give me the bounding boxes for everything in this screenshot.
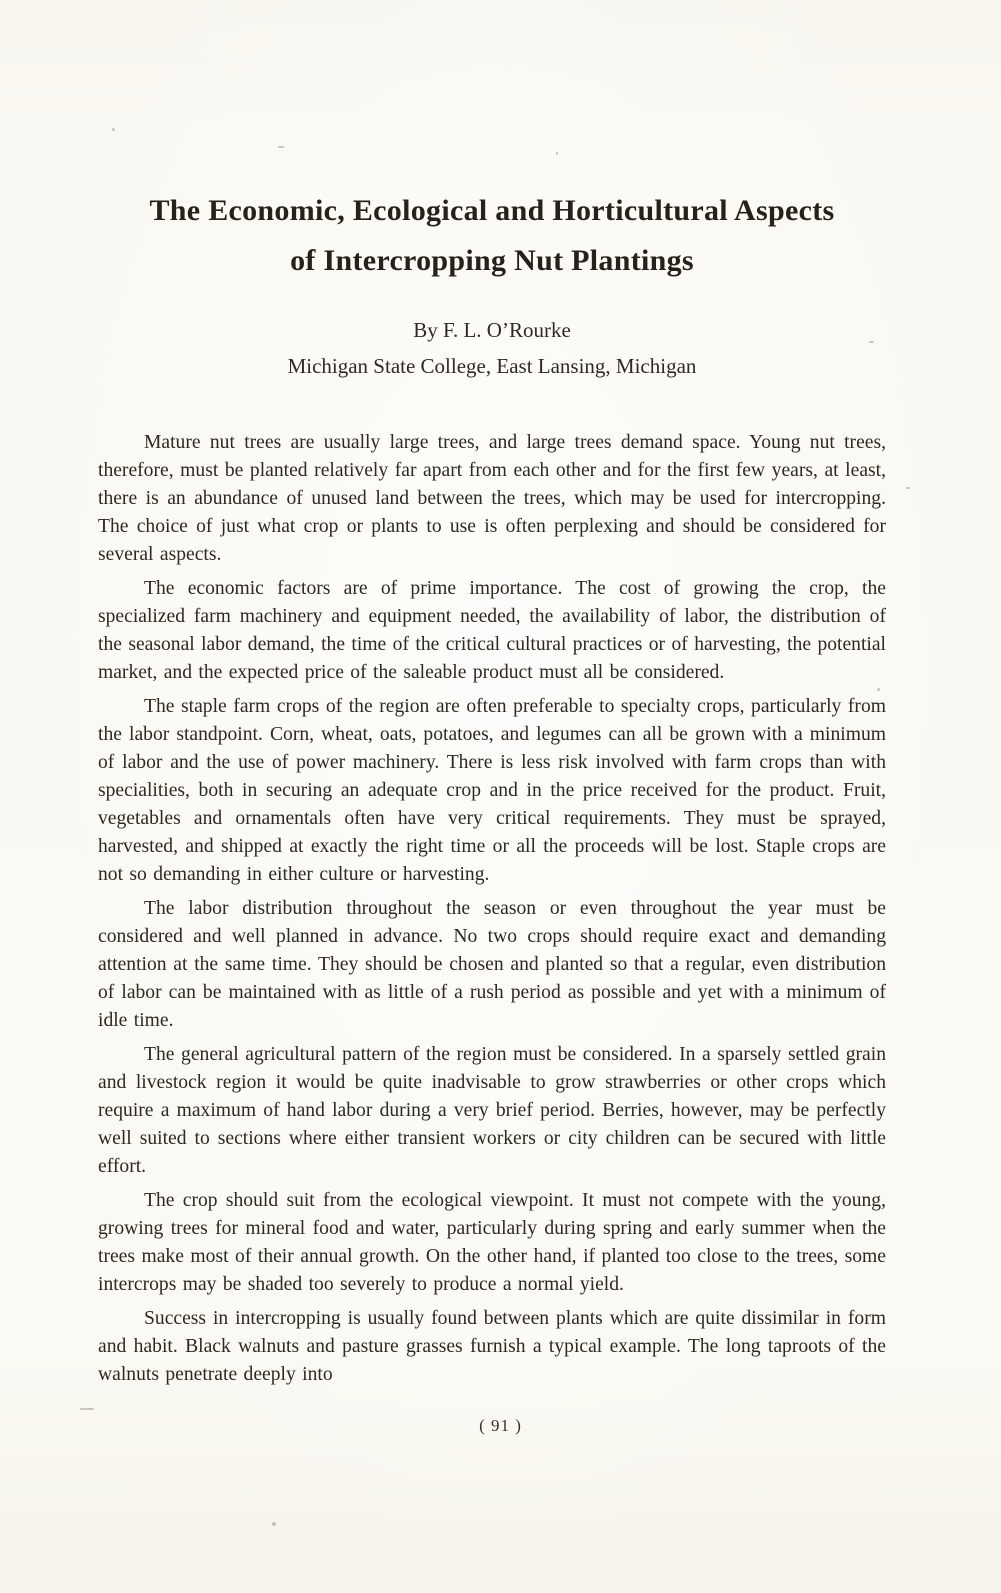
paragraph-6: The crop should suit from the ecological viewpoint. It must not compete with the young, growing trees for mineral food and water, particularly during spring and early summer when the trees make most of their annual growth. On the other hand, if planted too close to the trees, some intercrops may be shaded too severely to produce a normal yield. [98, 1190, 886, 1295]
paragraph-7: Success in intercropping is usually found between plants which are quite dissimilar in form and habit. Black walnuts and pasture grasses furnish a typical example. The long taproots of the walnuts penetrate deeply into [98, 1308, 886, 1385]
scan-artifact [272, 1522, 276, 1526]
page-number: ( 91 ) [479, 1416, 522, 1435]
paragraph-5: The general agricultural pattern of the region must be considered. In a sparsely settled grain and livestock region it would be quite inadvisable to grow strawberries or other crops which require a maximum of hand labor during a very brief period. Berries, however, may be perfectly well suited to sections where either transient workers or city children can be secured with little effort. [98, 1044, 886, 1177]
author-byline: By F. L. O’Rourke [413, 318, 571, 342]
scan-artifact [906, 487, 910, 489]
paragraph-2: The economic factors are of prime importance. The cost of growing the crop, the specialized farm machinery and equipment needed, the availability of labor, the distribution of the seasonal labor demand, the time of the critical cultural practices or of harvesting, the potential market, and the expected price of the saleable product must all be considered. [98, 578, 887, 683]
scan-artifact [80, 1408, 94, 1410]
paragraph-4: The labor distribution throughout the season or even throughout the year must be considered and well planned in advance. No two crops should require exact and demanding attention at the same time. They should be chosen and planted so that a regular, even distribution of labor can be maintained with as little of a rush period as possible and yet with a minimum of idle time. [98, 898, 886, 1031]
paragraph-3: The staple farm crops of the region are often preferable to specialty crops, particularly from the labor standpoint. Corn, wheat, oats, potatoes, and legumes can all be grown with a minimum of labor and the use of power machinery. There is less risk involved with farm crops than with specialities, both in securing an adequate crop and in the price received for the product. Fruit, vegetables and ornamentals often have very critical requirements. They must be sprayed, harvested, and shipped at exactly the right time or all the proceeds will be lost. Staple crops are not so demanding in either culture or harvesting. [98, 696, 886, 885]
author-affiliation: Michigan State College, East Lansing, Michigan [287, 354, 697, 378]
document-title [98, 186, 886, 286]
scan-artifact [556, 152, 558, 155]
title-line-1: The Economic, Ecological and Horticultural Aspects [149, 194, 835, 227]
scan-artifact [278, 146, 284, 148]
title-line-2: of Intercropping Nut Plantings [290, 244, 694, 277]
document-body [98, 429, 886, 1389]
paragraph-1: Mature nut trees are usually large trees, and large trees demand space. Young nut trees, therefore, must be planted relatively far apart from each other and for the first few years, at least, there is an abundance of unused land between the trees, which may be used for intercropping. The choice of just what crop or plants to use is often perplexing and should be considered for several aspects. [98, 432, 886, 565]
page-content [98, 186, 886, 1395]
scan-artifact [112, 128, 115, 131]
